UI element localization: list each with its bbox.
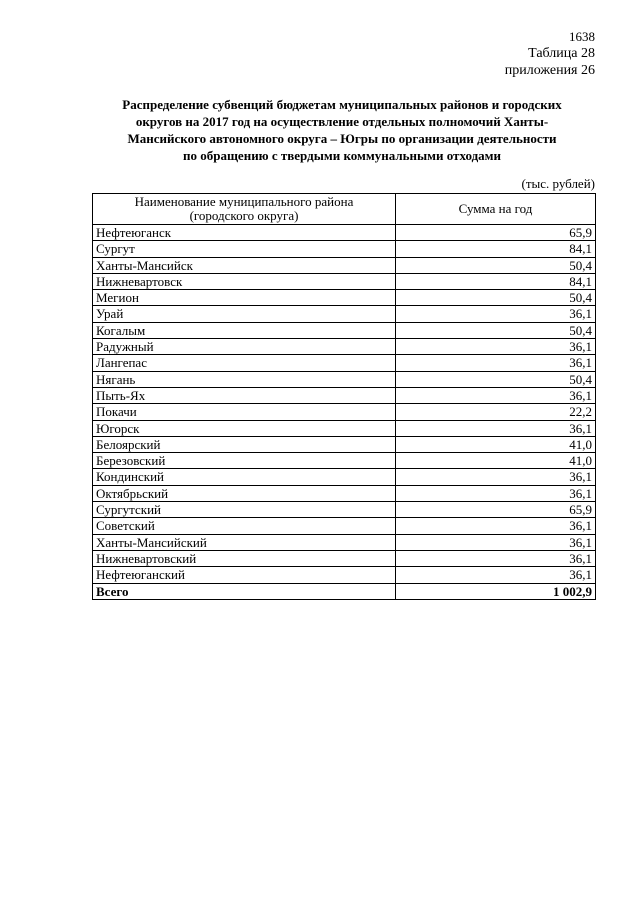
annual-amount: 36,1 <box>396 420 596 436</box>
units-label: (тыс. рублей) <box>521 176 595 191</box>
annual-amount: 36,1 <box>396 518 596 534</box>
page-number: 1638 <box>569 29 595 44</box>
title-line-1: Распределение субвенций бюджетам муниципальных районов и городских <box>122 97 562 112</box>
total-label: Всего <box>93 583 396 599</box>
table-row <box>93 485 596 501</box>
document-title <box>88 96 596 164</box>
municipality-name: Мегион <box>93 290 396 306</box>
annual-amount: 41,0 <box>396 436 596 452</box>
annual-amount: 50,4 <box>396 290 596 306</box>
annual-amount: 84,1 <box>396 273 596 289</box>
annual-amount: 50,4 <box>396 371 596 387</box>
table-row <box>93 371 596 387</box>
municipality-name: Покачи <box>93 404 396 420</box>
municipality-name: Радужный <box>93 339 396 355</box>
table-row <box>93 322 596 338</box>
municipality-name: Пыть-Ях <box>93 387 396 403</box>
municipality-name: Белоярский <box>93 436 396 452</box>
annual-amount: 36,1 <box>396 355 596 371</box>
table-row <box>93 502 596 518</box>
annual-amount: 41,0 <box>396 453 596 469</box>
municipality-name: Нижневартовск <box>93 273 396 289</box>
municipality-name: Нягань <box>93 371 396 387</box>
municipality-name: Нефтеюганск <box>93 225 396 241</box>
table-row <box>93 257 596 273</box>
municipality-name: Ханты-Мансийск <box>93 257 396 273</box>
annual-amount: 65,9 <box>396 225 596 241</box>
annual-amount: 50,4 <box>396 322 596 338</box>
appendix-reference: приложения 26 <box>504 63 595 78</box>
municipality-name: Кондинский <box>93 469 396 485</box>
subvention-table <box>92 193 596 600</box>
municipality-name: Октябрьский <box>93 485 396 501</box>
total-value: 1 002,9 <box>396 583 596 599</box>
table-row <box>93 534 596 550</box>
annual-amount: 22,2 <box>396 404 596 420</box>
annual-amount: 84,1 <box>396 241 596 257</box>
table-row <box>93 436 596 452</box>
title-line-3: Мансийского автономного округа – Югры по организации деятельности <box>127 131 557 146</box>
table-row <box>93 290 596 306</box>
municipality-name: Советский <box>93 518 396 534</box>
table-row <box>93 241 596 257</box>
table-row <box>93 453 596 469</box>
table-row <box>93 404 596 420</box>
title-line-4: по обращению с твердыми коммунальными отходами <box>182 148 501 163</box>
annual-amount: 36,1 <box>396 485 596 501</box>
annual-amount: 36,1 <box>396 567 596 583</box>
title-line-2: округов на 2017 год на осуществление отдельных полномочий Ханты- <box>135 114 549 129</box>
table-total-row <box>93 583 596 599</box>
annual-amount: 36,1 <box>396 339 596 355</box>
table-row <box>93 567 596 583</box>
annual-amount: 65,9 <box>396 502 596 518</box>
municipality-name: Березовский <box>93 453 396 469</box>
municipality-name: Урай <box>93 306 396 322</box>
table-row <box>93 469 596 485</box>
municipality-name: Нижневартовский <box>93 550 396 566</box>
annual-amount: 36,1 <box>396 469 596 485</box>
column-header-name-line-1: Наименование муниципального района <box>134 194 354 209</box>
annual-amount: 36,1 <box>396 387 596 403</box>
table-row <box>93 420 596 436</box>
municipality-name: Ханты-Мансийский <box>93 534 396 550</box>
table-header-row <box>93 194 596 225</box>
column-header-name-line-2: (городского округа) <box>189 208 299 223</box>
column-header-sum: Сумма на год <box>396 194 596 225</box>
annual-amount: 36,1 <box>396 550 596 566</box>
annual-amount: 36,1 <box>396 534 596 550</box>
table-reference <box>505 45 595 79</box>
table-row <box>93 339 596 355</box>
table-row <box>93 225 596 241</box>
table-body <box>93 225 596 584</box>
annual-amount: 36,1 <box>396 306 596 322</box>
table-row <box>93 355 596 371</box>
table-number: Таблица 28 <box>528 46 595 61</box>
table-row <box>93 518 596 534</box>
municipality-name: Сургутский <box>93 502 396 518</box>
municipality-name: Лангепас <box>93 355 396 371</box>
municipality-name: Югорск <box>93 420 396 436</box>
column-header-name <box>93 194 396 225</box>
table-row <box>93 387 596 403</box>
table-row <box>93 550 596 566</box>
municipality-name: Когалым <box>93 322 396 338</box>
municipality-name: Нефтеюганский <box>93 567 396 583</box>
table-row <box>93 273 596 289</box>
annual-amount: 50,4 <box>396 257 596 273</box>
municipality-name: Сургут <box>93 241 396 257</box>
table-row <box>93 306 596 322</box>
